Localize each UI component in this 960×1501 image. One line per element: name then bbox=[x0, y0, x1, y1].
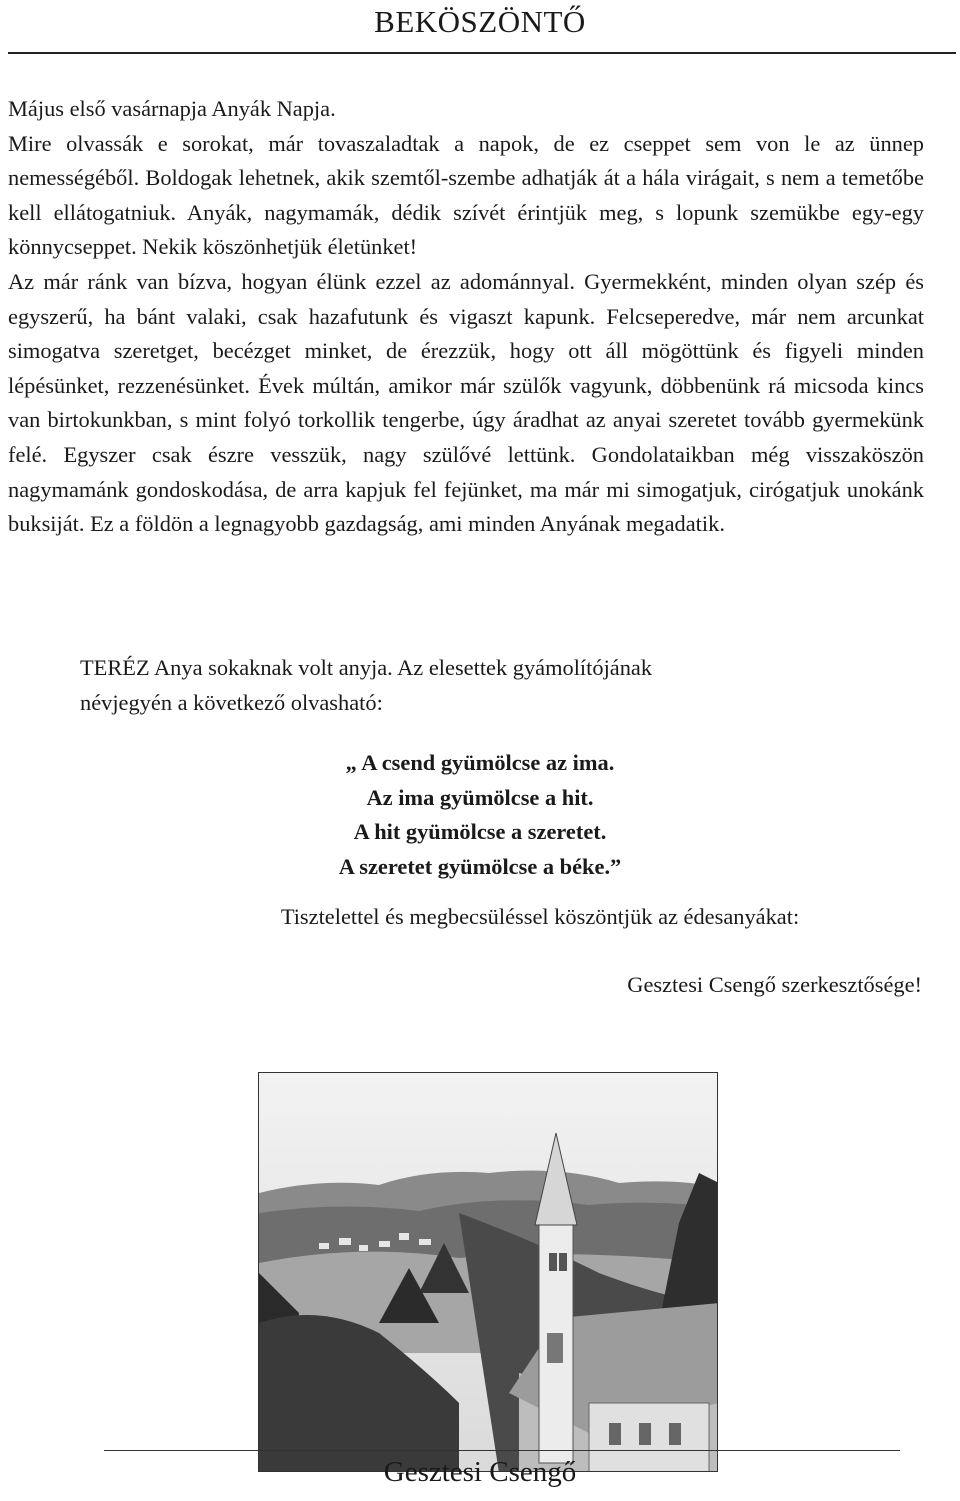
teresa-quote bbox=[0, 746, 960, 884]
teresa-line-1: TERÉZ Anya sokaknak volt anyja. Az elesettek gyámolítójának bbox=[80, 655, 653, 680]
quote-line-2: Az ima gyümölcse a hit. bbox=[366, 784, 594, 810]
quote-line-4: A szeretet gyümölcse a béke.” bbox=[338, 853, 622, 879]
intro-body-second: Az már ránk van bízva, hogyan élünk ezzel az adománnyal. Gyermekként, minden olyan szép és egyszerű, ha bánt valaki, csak hazafutunk és vigaszt kapunk. Felcseperedve, már nem arcunkat simogatva szeretget, becézget minket, de érezzük, hogy ott áll mögöttünk és figyeli minden lépésünket, rezzenésünket. Évek múltán, amikor már szülők vagyunk, döbbenünk rá micsoda kincs van birtokunkban, s mint folyó torkollik tengerbe, úgy áradhat az anyai szeretet tovább gyermekünk felé. Egyszer csak észre vesszük, nagy szülővé lettünk. Gondolataikban még visszaköszön nagymamánk gondoskodása, de arra kapjuk fel fejünket, ma már mi simogatjuk, cirógatjuk unokánk buksiját. Ez a földön a legnagyobb gazdagság, ami minden Anyának megadatik. bbox=[8, 268, 924, 537]
header-divider bbox=[8, 52, 956, 54]
quote-line-1: „ A csend gyümölcse az ima. bbox=[345, 750, 615, 775]
intro-first-line: Május első vasárnapja Anyák Napja. bbox=[8, 96, 336, 121]
village-church-photo bbox=[258, 1072, 718, 1472]
intro-body: Mire olvassák e sorokat, már tovaszaladtak a napok, de ez cseppet sem von le az ünnep nemességéből. Boldogak lehetnek, akik szemtől-szembe adhatják át a hála virágait, s nem a temetőbe kell ellátogatniuk. Anyák, nagymamák, dédik szívét érintjük meg, s lopunk szemükbe egy-egy könnycseppet. Nekik köszönhetjük életünket! bbox=[8, 130, 924, 260]
landscape-illustration bbox=[259, 1073, 718, 1472]
closing-text: Tisztelettel és megbecsüléssel köszöntjük az édesanyákat: bbox=[280, 904, 800, 929]
footer-divider bbox=[104, 1450, 900, 1451]
quote-line-3: A hit gyümölcse a szeretet. bbox=[353, 819, 607, 844]
intro-paragraph bbox=[8, 92, 924, 542]
editorial-signature: Gesztesi Csengő szerkesztősége! bbox=[627, 972, 922, 997]
footer-publication-name: Gesztesi Csengő bbox=[383, 1456, 577, 1488]
closing-greeting bbox=[0, 904, 960, 930]
teresa-intro bbox=[80, 650, 840, 720]
teresa-line-2: névjegyén a következő olvasható: bbox=[80, 690, 383, 715]
page-title: BEKÖSZÖNTŐ bbox=[374, 4, 586, 39]
